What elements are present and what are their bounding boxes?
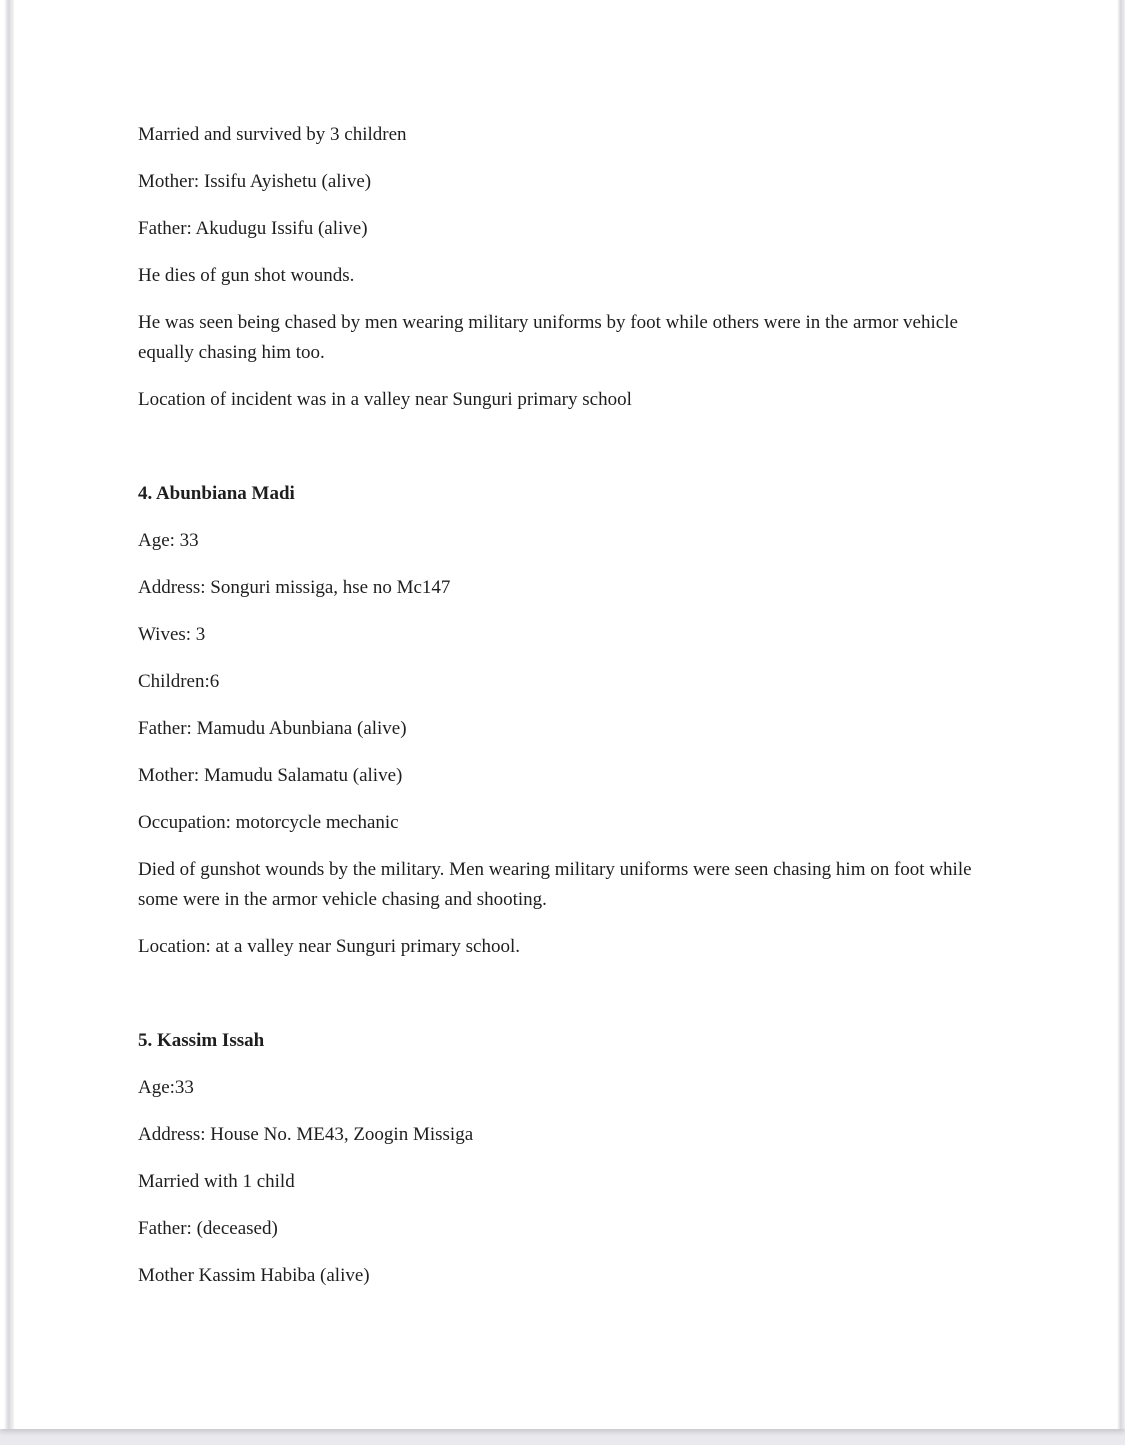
paragraph: Father: Mamudu Abunbiana (alive) (138, 718, 407, 739)
paragraph: Children:6 (138, 671, 220, 692)
paragraph: Mother: Mamudu Salamatu (alive) (138, 765, 403, 786)
paragraph: Married with 1 child (138, 1171, 295, 1192)
paragraph: Died of gunshot wounds by the military. Men wearing military uniforms were seen chasing him on foot while some were in the armor vehicle chasing and shooting. (138, 859, 972, 910)
paragraph: He was seen being chased by men wearing military uniforms by foot while others were in the armor vehicle equally chasing him too. (138, 312, 958, 363)
paragraph: Location of incident was in a valley near Sunguri primary school (138, 389, 632, 410)
paragraph: Married and survived by 3 children (138, 124, 407, 145)
paragraph: Address: House No. ME43, Zoogin Missiga (138, 1124, 474, 1145)
paragraph: Mother: Issifu Ayishetu (alive) (138, 171, 372, 192)
paragraph: Mother Kassim Habiba (alive) (138, 1265, 370, 1286)
paragraph: Wives: 3 (138, 624, 206, 645)
page-left-edge-shadow (4, 0, 14, 1429)
paragraph: Location: at a valley near Sunguri primary school. (138, 936, 520, 957)
paragraph: Age:33 (138, 1077, 194, 1098)
paragraph: Father: Akudugu Issifu (alive) (138, 218, 368, 239)
section-heading-4: 4. Abunbiana Madi (138, 483, 295, 504)
paragraph: Address: Songuri missiga, hse no Mc147 (138, 577, 451, 598)
page-right-edge-shadow (1117, 0, 1125, 1429)
paragraph: Age: 33 (138, 530, 199, 551)
paragraph: Father: (deceased) (138, 1218, 278, 1239)
document-content (138, 120, 988, 1308)
paragraph: He dies of gun shot wounds. (138, 265, 355, 286)
paragraph: Occupation: motorcycle mechanic (138, 812, 399, 833)
section-heading-5: 5. Kassim Issah (138, 1030, 265, 1051)
